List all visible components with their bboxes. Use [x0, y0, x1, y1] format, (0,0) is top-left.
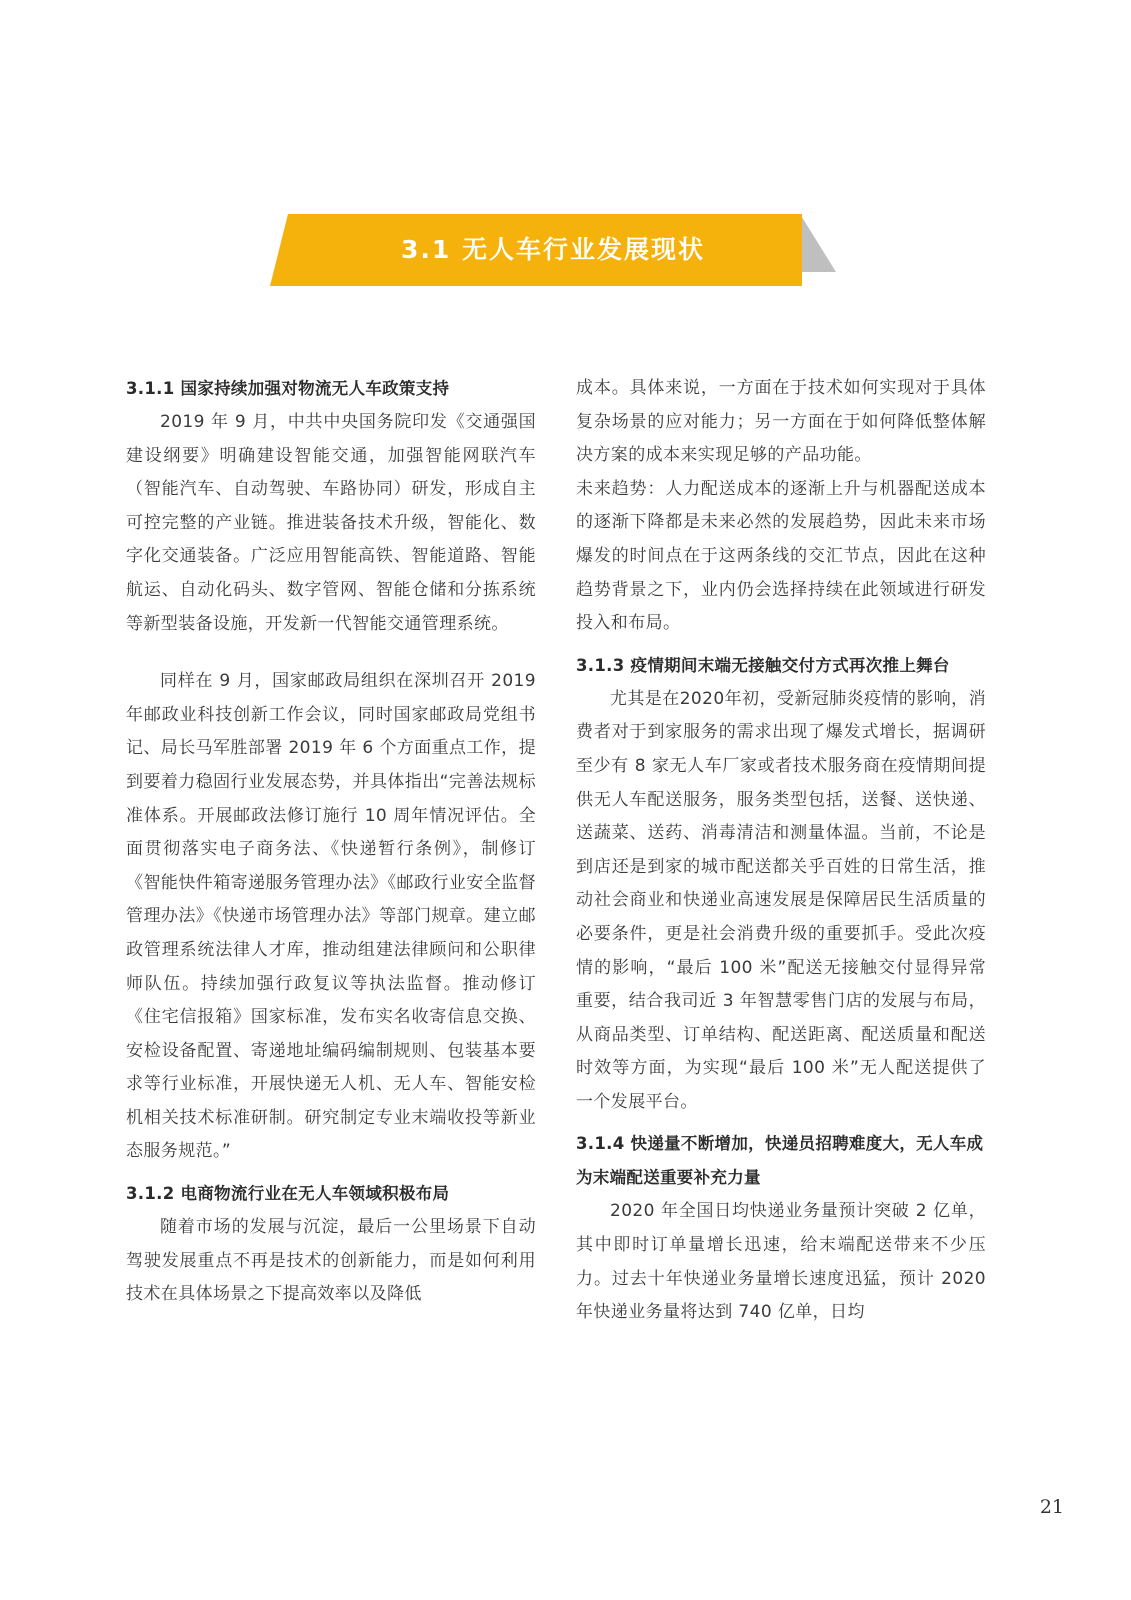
- section-banner: [270, 214, 836, 286]
- heading-3-1-1: 3.1.1 国家持续加强对物流无人车政策支持: [126, 379, 450, 398]
- paragraph: 2020 年全国日均快递业务量预计突破 2 亿单，其中即时订单量增长迅速，给末端配送带来不少压力。过去十年快递业务量增长速度迅猛，预计 2020 年快递业务量将达到 740 亿单，日均: [576, 1201, 986, 1323]
- paragraph: 随着市场的发展与沉淀，最后一公里场景下自动驾驶发展重点不再是技术的创新能力，而是如何利用技术在具体场景之下提高效率以及降低: [126, 1217, 536, 1305]
- heading-3-1-2: 3.1.2 电商物流行业在无人车领域积极布局: [126, 1184, 450, 1204]
- left-column: [126, 372, 536, 1312]
- paragraph: 尤其是在2020年初，受新冠肺炎疫情的影响，消费者对于到家服务的需求出现了爆发式增长，据调研至少有 8 家无人车厂家或者技术服务商在疫情期间提供无人车配送服务，服务类型包括，送餐、送快递、送蔬菜、送药、消毒清洁和测量体温。当前，不论是到店还是到家的城市配送都关乎百姓的日常生活，推动社会商业和快递业高速发展是保障居民生活质量的必要条件，更是社会消费升级的重要抓手。受此次疫情的影响，“最后 100 米”配送无接触交付显得异常重要，结合我司近 3 年智慧零售门店的发展与布局，从商品类型、订单结构、配送距离、配送质量和配送时效等方面，为实现“最后 100 米”无人配送提供了一个发展平台。: [576, 688, 986, 1112]
- section-title: 3.1 无人车行业发展现状: [401, 235, 705, 264]
- paragraph: 2019 年 9 月，中共中央国务院印发《交通强国建设纲要》明确建设智能交通，加强智能网联汽车（智能汽车、自动驾驶、车路协同）研发，形成自主可控完整的产业链。推进装备技术升级，智能化、数字化交通装备。广泛应用智能高铁、智能道路、智能航运、自动化码头、数字管网、智能仓储和分拣系统等新型装备设施，开发新一代智能交通管理系统。: [126, 412, 536, 634]
- heading-3-1-3: 3.1.3 疫情期间末端无接触交付方式再次推上舞台: [576, 655, 950, 675]
- right-column: [576, 372, 986, 1330]
- paragraph: 成本。具体来说，一方面在于技术如何实现对于具体复杂场景的应对能力；另一方面在于如何降低整体解决方案的成本来实现足够的产品功能。: [576, 378, 986, 466]
- paragraph: 同样在 9 月，国家邮政局组织在深圳召开 2019 年邮政业科技创新工作会议，同时国家邮政局党组书记、局长马军胜部署 2019 年 6 个方面重点工作，提到要着力稳固行业发展态势，并具体指出“完善法规标准体系。开展邮政法修订施行 10 周年情况评估。全面贯彻落实电子商务法、《快递暂行条例》，制修订《智能快件箱寄递服务管理办法》《邮政行业安全监督管理办法》《快递市场管理办法》等部门规章。建立邮政管理系统法律人才库，推动组建法律顾问和公职律师队伍。持续加强行政复议等执法监督。推动修订《住宅信报箱》国家标准，发布实名收寄信息交换、安检设备配置、寄递地址编码编制规则、包装基本要求等行业标准，开展快递无人机、无人车、智能安检机相关技术标准研制。研究制定专业末端收投等新业态服务规范。”: [126, 671, 536, 1162]
- heading-3-1-4: 3.1.4 快递量不断增加，快递员招聘难度大，无人车成为末端配送重要补充力量: [576, 1134, 984, 1188]
- paragraph: 未来趋势：人力配送成本的逐渐上升与机器配送成本的逐渐下降都是未来必然的发展趋势，因此未来市场爆发的时间点在于这两条线的交汇节点，因此在这种趋势背景之下，业内仍会选择持续在此领域进行研发投入和布局。: [576, 478, 986, 634]
- page-number: 21: [1039, 1496, 1064, 1518]
